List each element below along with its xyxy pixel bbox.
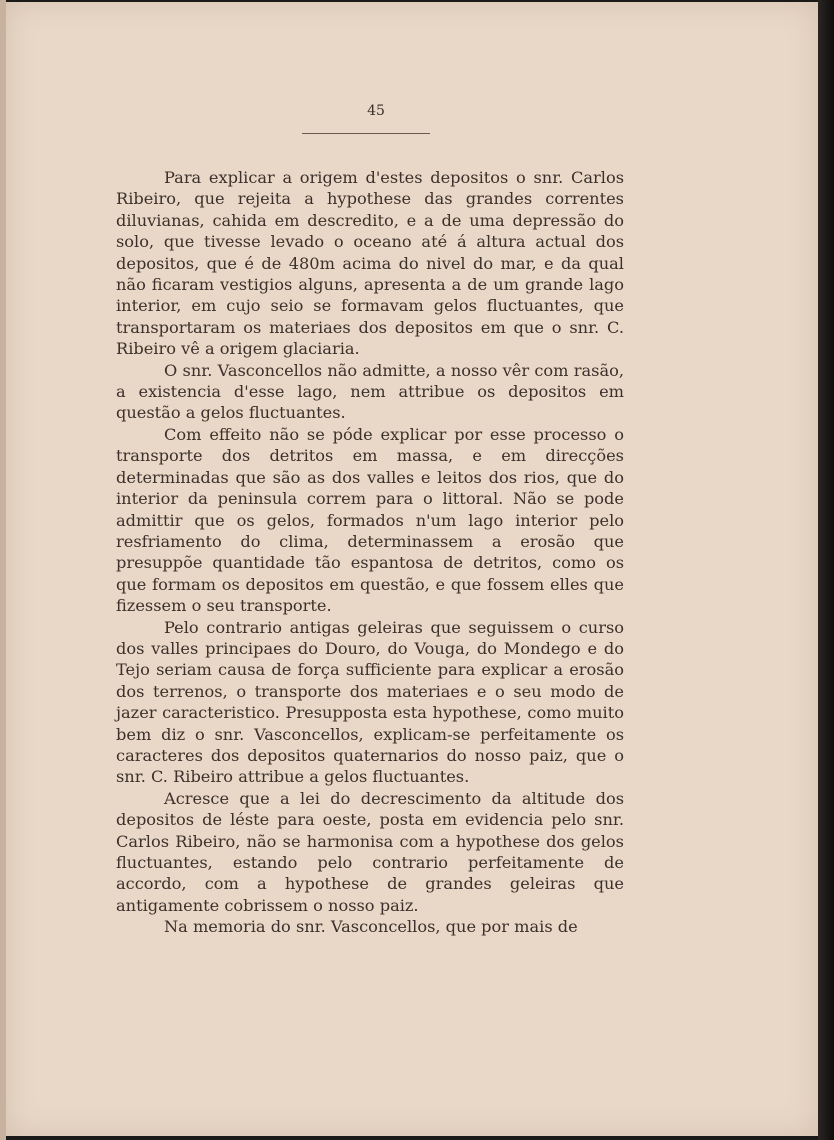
paragraph: Pelo contrario antigas geleiras que seguissem o curso dos valles principaes do Douro, do Vouga, do Mondego e do Tejo seriam causa de força sufficiente para explicar a erosão dos terrenos, o transporte dos materiaes e o seu modo de jazer caracteristico. Presupposta esta hypothese, como muito bem diz o snr. Vasconcellos, explicam-se perfeitamente os caracteres dos depositos quaternarios do nosso paiz, que o snr. C. Ribeiro attribue a gelos fluctuantes. bbox=[116, 617, 624, 787]
paragraph: Acresce que a lei do decrescimento da altitude dos depositos de léste para oeste, posta em evidencia pelo snr. Carlos Ribeiro, não se harmonisa com a hypothese dos gelos fluctuantes, estando pelo contrario perfeitamente de accordo, com a hypothese de grandes geleiras que antigamente cobrissem o nosso paiz. bbox=[116, 788, 624, 915]
book-page bbox=[6, 2, 818, 1136]
header-rule bbox=[302, 133, 430, 134]
paragraph: Para explicar a origem d'estes depositos o snr. Carlos Ribeiro, que rejeita a hypothese das grandes correntes diluvianas, cahida em descredito, e a de uma depressão do solo, que tivesse levado o oceano até á altura actual dos depositos, que é de 480m acima do nivel do mar, e da qual não ficaram vestigios alguns, apresenta a de um grande lago interior, em cujo seio se formavam gelos fluctuantes, que transportaram os materiaes dos depositos em que o snr. C. Ribeiro vê a origem glaciaria. bbox=[116, 168, 624, 359]
paragraph: Com effeito não se póde explicar por esse processo o transporte dos detritos em massa, e em direcções determinadas que são as dos valles e leitos dos rios, que do interior da peninsula correm para o littoral. Não se pode admittir que os gelos, formados n'um lago interior pelo resfriamento do clima, determinassem a erosão que presuppõe quantidade tão espantosa de detritos, como os que formam os depositos em questão, e que fossem elles que fizessem o seu transporte. bbox=[116, 424, 624, 616]
body-text bbox=[116, 167, 624, 938]
paragraph: Na memoria do snr. Vasconcellos, que por mais de bbox=[164, 917, 578, 937]
page-right-edge bbox=[818, 0, 834, 1140]
page-number: 45 bbox=[367, 103, 385, 119]
paragraph: O snr. Vasconcellos não admitte, a nosso vêr com rasão, a existencia d'esse lago, nem attribue os depositos em questão a gelos fluctuantes. bbox=[116, 360, 624, 423]
